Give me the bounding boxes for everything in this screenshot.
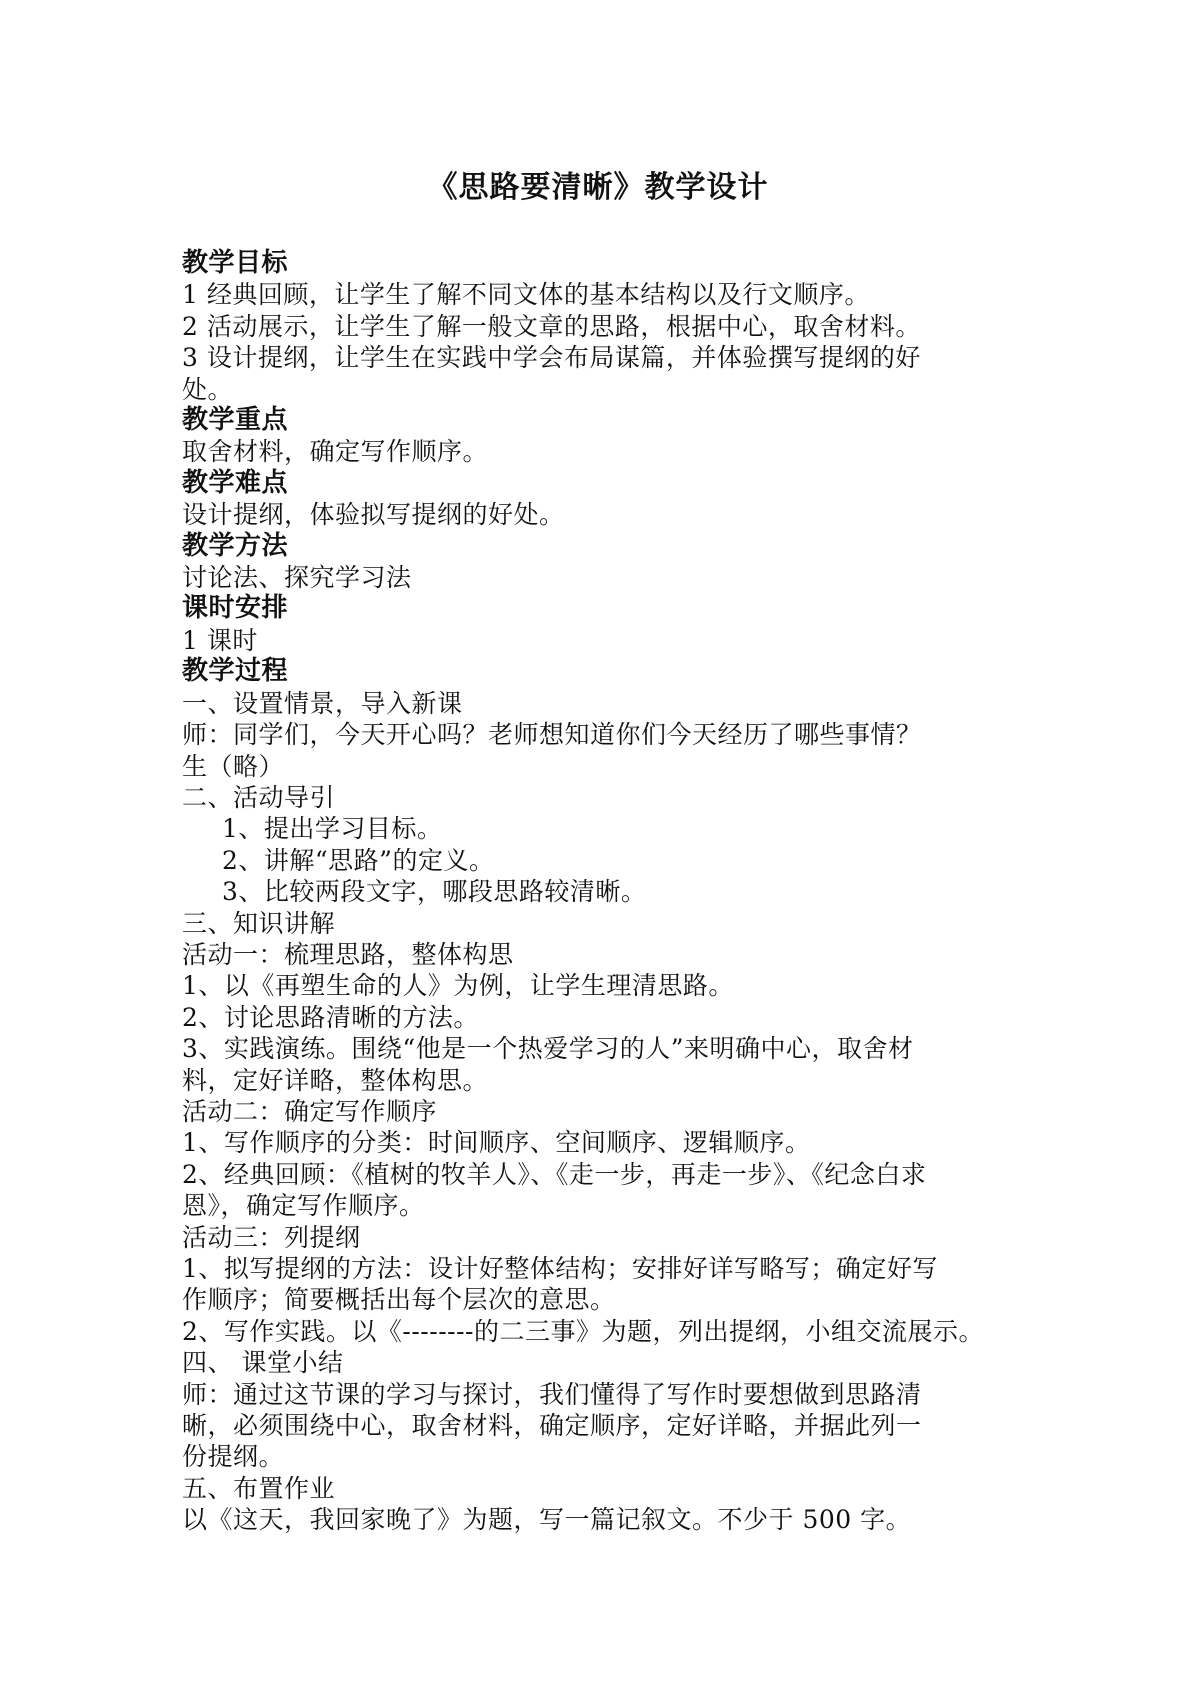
body-line: 作顺序；简要概括出每个层次的意思。 — [182, 1285, 616, 1315]
body-line: 活动三：列提纲 — [182, 1222, 361, 1252]
body-line: 1、提出学习目标。 — [222, 814, 443, 844]
body-line: 四、 课堂小结 — [182, 1348, 344, 1378]
body-line: 2、讲解“思路”的定义。 — [222, 845, 495, 875]
body-line: 以《这天，我回家晚了》为题，写一篇记叙文。不少于 500 字。 — [182, 1505, 912, 1535]
section-heading: 教学目标 — [182, 248, 289, 278]
body-line: 3 设计提纲，让学生在实践中学会布局谋篇，并体验撰写提纲的好 — [182, 343, 921, 373]
body-line: 讨论法、探究学习法 — [182, 563, 412, 593]
section-heading: 教学过程 — [182, 656, 289, 687]
body-line: 晰，必须围绕中心，取舍材料，确定顺序，定好详略，并据此列一 — [182, 1411, 922, 1441]
body-line: 1 课时 — [182, 625, 258, 655]
body-line: 设计提纲，体验拟写提纲的好处。 — [182, 500, 565, 530]
body-line: 恩》，确定写作顺序。 — [182, 1191, 425, 1221]
document-title: 《思路要清晰》教学设计 — [427, 170, 769, 205]
body-line: 处。 — [182, 374, 234, 404]
body-line: 2、经典回顾：《植树的牧羊人》、《走一步，再走一步》、《纪念白求 — [182, 1159, 927, 1189]
body-line: 份提纲。 — [182, 1442, 285, 1472]
body-line: 生（略） — [182, 751, 285, 781]
body-line: 五、布置作业 — [182, 1473, 336, 1503]
body-line: 2、讨论思路清晰的方法。 — [182, 1002, 479, 1032]
body-line: 活动二：确定写作顺序 — [182, 1096, 438, 1126]
document-page — [182, 168, 1014, 1536]
body-line: 二、活动导引 — [182, 782, 336, 812]
section-heading: 教学重点 — [182, 405, 289, 436]
body-line: 取舍材料，确定写作顺序。 — [182, 437, 489, 467]
body-line: 1 经典回顾，让学生了解不同文体的基本结构以及行文顺序。 — [182, 280, 870, 310]
body-line: 师：通过这节课的学习与探讨，我们懂得了写作时要想做到思路清 — [182, 1379, 922, 1409]
section-heading: 教学方法 — [182, 530, 289, 561]
document-body — [182, 248, 1014, 1536]
body-line: 师：同学们，今天开心吗？老师想知道你们今天经历了哪些事情？ — [182, 720, 922, 750]
body-line: 3、比较两段文字，哪段思路较清晰。 — [222, 877, 647, 907]
body-line: 2、写作实践。以《--------的二三事》为题，列出提纲，小组交流展示。 — [182, 1316, 984, 1346]
body-line: 料，定好详略，整体构思。 — [182, 1065, 489, 1095]
body-line: 1、以《再塑生命的人》为例，让学生理清思路。 — [182, 971, 734, 1001]
body-line: 一、设置情景，导入新课 — [182, 688, 463, 718]
body-line: 活动一：梳理思路，整体构思 — [182, 939, 514, 969]
section-heading: 课时安排 — [182, 593, 289, 624]
body-line: 1、写作顺序的分类：时间顺序、空间顺序、逻辑顺序。 — [182, 1128, 811, 1158]
body-line: 1、拟写提纲的方法：设计好整体结构；安排好详写略写；确定好写 — [182, 1254, 938, 1283]
body-line: 3、实践演练。围绕“他是一个热爱学习的人”来明确中心，取舍材 — [182, 1034, 914, 1064]
section-heading: 教学难点 — [182, 467, 289, 498]
body-line: 2 活动展示，让学生了解一般文章的思路，根据中心，取舍材料。 — [182, 311, 921, 341]
body-line: 三、知识讲解 — [182, 908, 336, 938]
